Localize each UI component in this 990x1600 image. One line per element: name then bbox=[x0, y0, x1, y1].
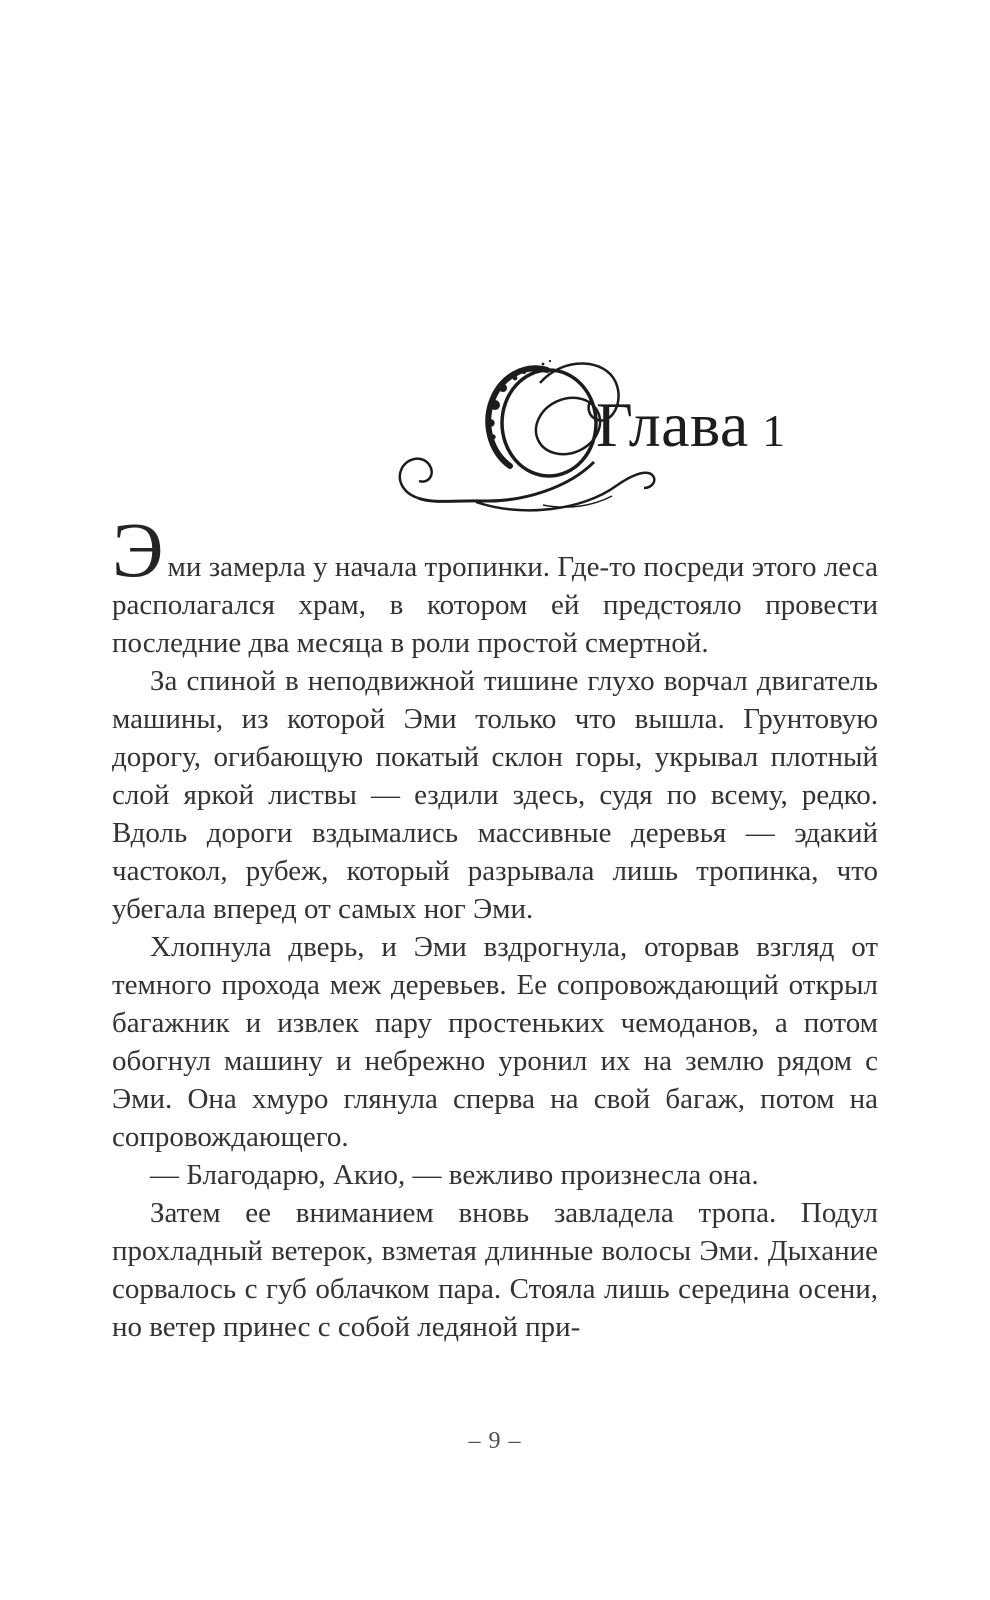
raised-initial-letter: Э bbox=[112, 506, 164, 593]
ornament-dots bbox=[487, 360, 551, 463]
chapter-title bbox=[596, 389, 786, 463]
chapter-number: 1 bbox=[762, 405, 786, 456]
paragraph-3: Хлопнула дверь, и Эми вздрогнула, оторвав взгляд от темного прохода меж деревьев. Ее сопровождающий открыл багажник и извлек пару простеньких чемоданов, а потом обогнул машину и небрежно уронил их на землю рядом с Эми. Она хмуро глянула сперва на свой багаж, потом на сопровождающего. bbox=[112, 931, 878, 1153]
chapter-label: Глава bbox=[596, 389, 749, 460]
paragraph-4: — Благодарю, Акио, — вежливо произнесла она. bbox=[150, 1159, 759, 1191]
paragraph-1-text: ми замерла у начала тропинки. Где-то посреди этого леса располагался храм, в котором ей предстояло провести последние два месяца в роли простой смертной. bbox=[112, 551, 878, 659]
paragraph-1 bbox=[112, 506, 878, 662]
page-number: – 9 – bbox=[468, 1428, 522, 1454]
paragraph-5: Затем ее вниманием вновь завладела тропа. Подул прохладный ветерок, взметая длинные волосы Эми. Дыхание сорвалось с губ облачком пара. Стояла лишь середина осени, но ветер принес с собой ледяной при- bbox=[112, 1197, 878, 1343]
body-text bbox=[112, 506, 878, 1346]
chapter-header bbox=[358, 338, 878, 518]
paragraph-2: За спиной в неподвижной тишине глухо ворчал двигатель машины, из которой Эми только что вышла. Грунтовую дорогу, огибающую покатый склон горы, укрывал плотный слой яркой листвы — ездили здесь, судя по всему, редко. Вдоль дороги вздымались массивные деревья — эдакий частокол, рубеж, который разрывала лишь тропинка, что убегала вперед от самых ног Эми. bbox=[112, 665, 878, 925]
